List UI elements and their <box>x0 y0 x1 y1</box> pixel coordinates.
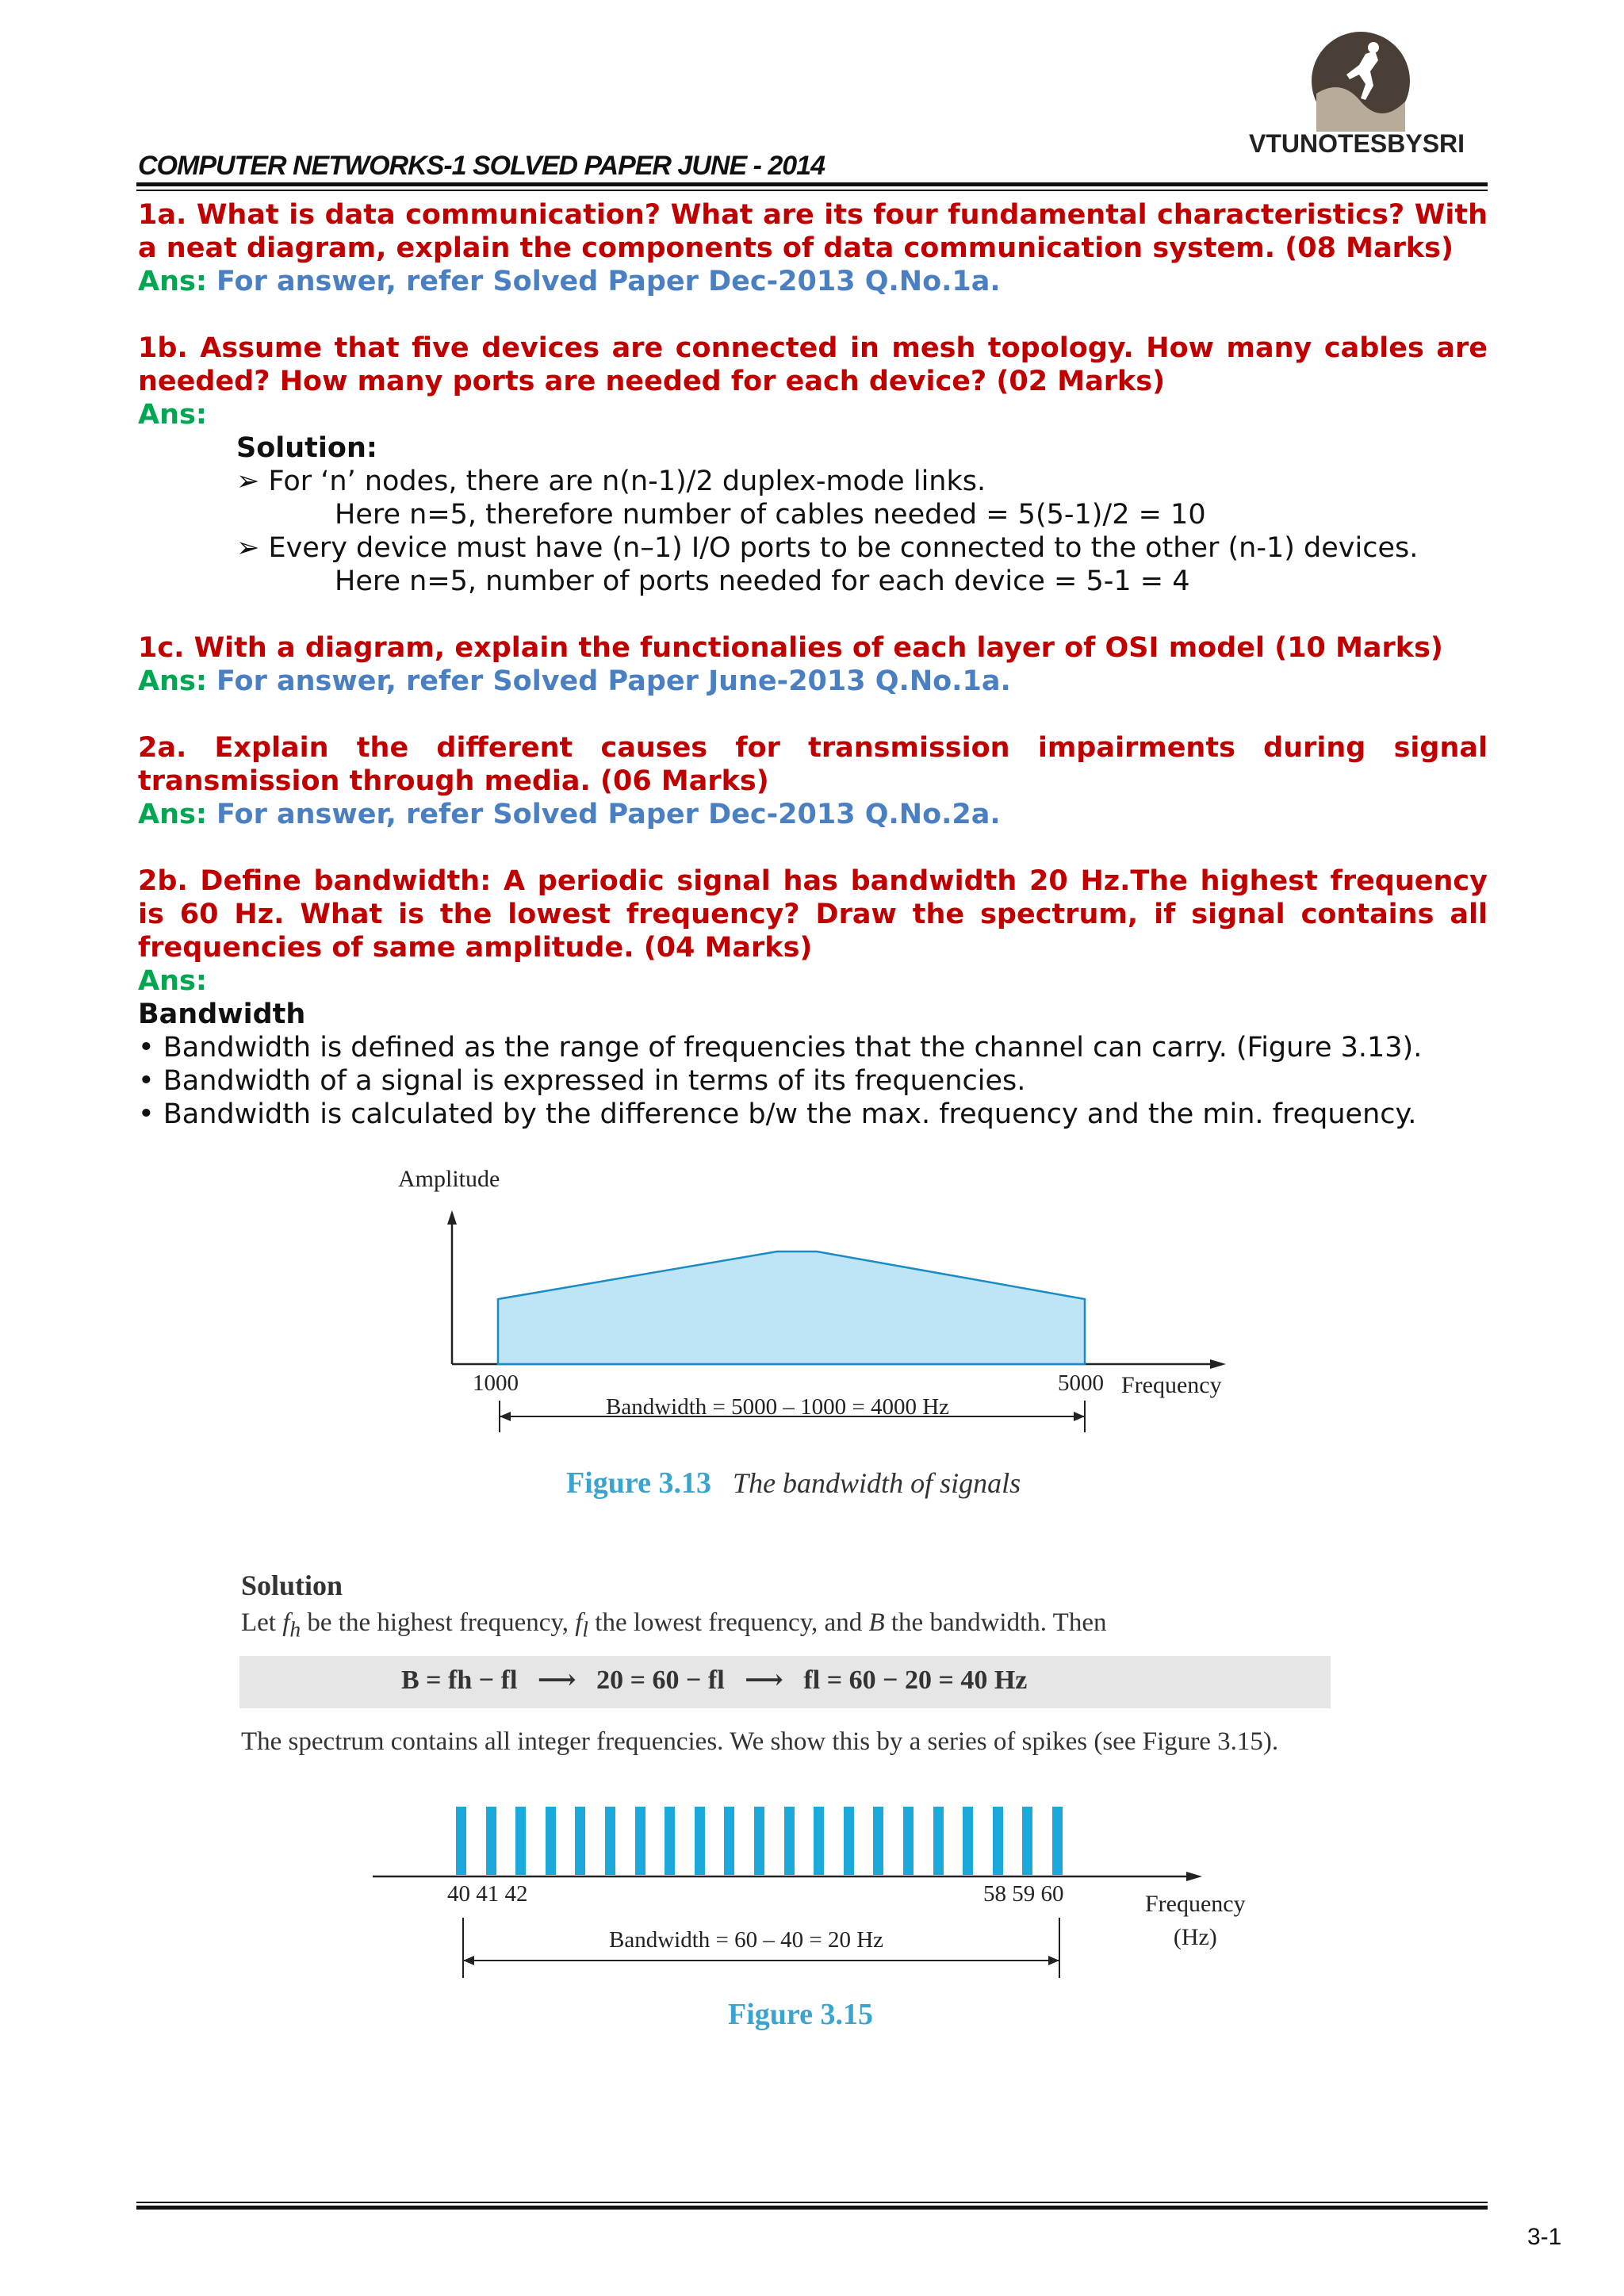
footer-rule-thick <box>136 2206 1488 2210</box>
answer-1c <box>138 665 1011 698</box>
spectrum-spike-47 <box>665 1807 675 1875</box>
climber-logo-icon <box>1310 30 1411 132</box>
solution-title: Solution <box>241 1570 343 1601</box>
bandwidth-bullet-2: • Bandwidth of a signal is expressed in terms of its frequencies. <box>138 1065 1026 1097</box>
intro-part-c: the lowest frequency, and <box>588 1608 869 1637</box>
spectrum-spike-45 <box>605 1807 615 1875</box>
spectrum-spike-50 <box>754 1807 764 1875</box>
answer-label: Ans: <box>138 965 207 997</box>
spectrum-area <box>498 1251 1085 1364</box>
spectrum-spike-44 <box>575 1807 585 1875</box>
intro-fh: f <box>282 1608 290 1637</box>
answer-2a <box>138 798 1001 831</box>
bandwidth-bullet-1: • Bandwidth is defined as the range of frequencies that the channel can carry. (Figure 3.13). <box>138 1032 1423 1064</box>
spectrum-spike-43 <box>546 1807 556 1875</box>
bandwidth-heading: Bandwidth <box>138 999 306 1030</box>
spectrum-spike-59 <box>1022 1807 1032 1875</box>
answer-reference: For answer, refer Solved Paper June-2013 Q.No.1a. <box>216 665 1011 697</box>
intro-fl-sub: l <box>582 1616 589 1642</box>
spectrum-spike-42 <box>515 1807 526 1875</box>
answer-label: Ans: <box>138 799 207 830</box>
header-rule <box>136 182 1488 186</box>
answer-reference: For answer, refer Solved Paper Dec-2013 Q.No.1a. <box>216 266 1001 297</box>
intro-fh-sub: h <box>289 1616 301 1642</box>
spectrum-spike-55 <box>903 1807 914 1875</box>
logo <box>1310 30 1411 132</box>
spectrum-spike-52 <box>814 1807 824 1875</box>
figure-3-15-caption: Figure 3.15 <box>728 1998 873 2031</box>
bandwidth-arrow-left-icon <box>463 1956 474 1965</box>
spectrum-spike-56 <box>933 1807 944 1875</box>
spectrum-spike-60 <box>1052 1807 1063 1875</box>
bandwidth-label-315: Bandwidth = 60 – 40 = 20 Hz <box>609 1927 884 1953</box>
arrow-bullet-icon: ➢ <box>236 466 269 497</box>
spectrum-spike-58 <box>993 1807 1003 1875</box>
spectrum-spike-46 <box>635 1807 645 1875</box>
solution-heading: Solution: <box>236 432 377 464</box>
bandwidth-label: Bandwidth = 5000 – 1000 = 4000 Hz <box>606 1394 950 1420</box>
spike-labels-left: 40 41 42 <box>447 1881 528 1907</box>
caption-number: Figure 3.13 <box>566 1466 711 1500</box>
y-axis-arrow-icon <box>447 1210 457 1225</box>
answer-2b-label <box>138 964 207 998</box>
spike-labels-right: 58 59 60 <box>983 1881 1064 1907</box>
x-start-label: 1000 <box>473 1370 519 1396</box>
question-2b: 2b. Define bandwidth: A periodic signal has bandwidth 20 Hz.The highest frequency is 60 Hz. What is the lowest frequency? Draw the spectrum, if signal contains all frequencies of same amplitude. (04 Marks) <box>138 865 1488 964</box>
page-number: 3-1 <box>1527 2224 1562 2250</box>
bullet-2 <box>236 531 1418 565</box>
spectrum-spike-40 <box>456 1807 466 1875</box>
bandwidth-bullet-3: • Bandwidth is calculated by the difference b/w the max. frequency and the min. frequency. <box>138 1098 1417 1130</box>
spectrum-spike-48 <box>695 1807 705 1875</box>
answer-label: Ans: <box>138 399 207 431</box>
intro-part-a: Let <box>241 1608 283 1637</box>
frequency-axis-label <box>1145 1888 1246 1954</box>
spectrum-spike-53 <box>844 1807 854 1875</box>
x-end-label: 5000 <box>1058 1370 1104 1396</box>
bullet-2-text: Every device must have (n–1) I/O ports to be connected to the other (n-1) devices. <box>268 532 1419 564</box>
page-title: COMPUTER NETWORKS-1 SOLVED PAPER JUNE - 2014 <box>138 151 825 181</box>
intro-B: B <box>868 1608 885 1637</box>
answer-reference: For answer, refer Solved Paper Dec-2013 Q.No.2a. <box>216 799 1001 830</box>
answer-label: Ans: <box>138 665 207 697</box>
bullet-1-detail: Here n=5, therefore number of cables needed = 5(5-1)/2 = 10 <box>335 499 1206 531</box>
question-1a: 1a. What is data communication? What are its four fundamental characteristics? With a neat diagram, explain the components of data communication system. (08 Marks) <box>138 199 1488 264</box>
frequency-axis-label-line-1: Frequency <box>1145 1891 1246 1917</box>
spectrum-spike-49 <box>724 1807 734 1875</box>
question-2a: 2a. Explain the different causes for transmission impairments during signal transmission through media. (06 Marks) <box>138 732 1488 797</box>
intro-part-d: the bandwidth. Then <box>884 1608 1107 1637</box>
equation: B = fh − fl ⟶ 20 = 60 − fl ⟶ fl = 60 − 20 = 40 Hz <box>401 1665 1028 1695</box>
spectrum-spike-51 <box>784 1807 795 1875</box>
frequency-axis-label-line-2: (Hz) <box>1173 1924 1217 1950</box>
intro-part-b: be the highest frequency, <box>301 1608 576 1637</box>
figure-3-13 <box>381 1158 1253 1507</box>
question-1b: 1b. Assume that five devices are connected in mesh topology. How many cables are needed? How many ports are needed for each device? (02 Marks) <box>138 332 1488 397</box>
arrow-bullet-icon: ➢ <box>236 532 269 564</box>
bandwidth-arrow-right-icon <box>1048 1956 1059 1965</box>
answer-label: Ans: <box>138 266 207 297</box>
caption-text: The bandwidth of signals <box>733 1467 1021 1499</box>
bandwidth-arrow-right-icon <box>1074 1412 1085 1421</box>
spectrum-spike-54 <box>873 1807 883 1875</box>
answer-1b-label <box>138 398 207 431</box>
bullet-1 <box>236 465 986 498</box>
brand-name: VTUNOTESBYSRI <box>1249 129 1465 158</box>
x-axis-arrow-icon <box>1210 1359 1226 1369</box>
spectrum-note: The spectrum contains all integer frequencies. We show this by a series of spikes (see Figure 3.15). <box>241 1727 1279 1756</box>
bullet-2-detail: Here n=5, number of ports needed for each device = 5-1 = 4 <box>335 565 1190 597</box>
solution-intro <box>241 1608 1106 1642</box>
frequency-axis-arrow-icon <box>1186 1872 1202 1881</box>
amplitude-label: Amplitude <box>398 1166 500 1192</box>
header-rule-thin <box>136 190 1488 191</box>
answer-1a <box>138 265 1001 298</box>
spectrum-spike-57 <box>963 1807 973 1875</box>
intro-fl: f <box>575 1608 583 1637</box>
footer-rule <box>136 2202 1488 2203</box>
bullet-1-text: For ‘n’ nodes, there are n(n-1)/2 duplex-mode links. <box>268 466 986 497</box>
spectrum-spike-41 <box>486 1807 496 1875</box>
question-1c: 1c. With a diagram, explain the functionalies of each layer of OSI model (10 Marks) <box>138 632 1443 664</box>
figure-3-13-caption <box>566 1466 1021 1501</box>
bandwidth-arrow-left-icon <box>500 1412 511 1421</box>
frequency-label: Frequency <box>1121 1372 1222 1398</box>
